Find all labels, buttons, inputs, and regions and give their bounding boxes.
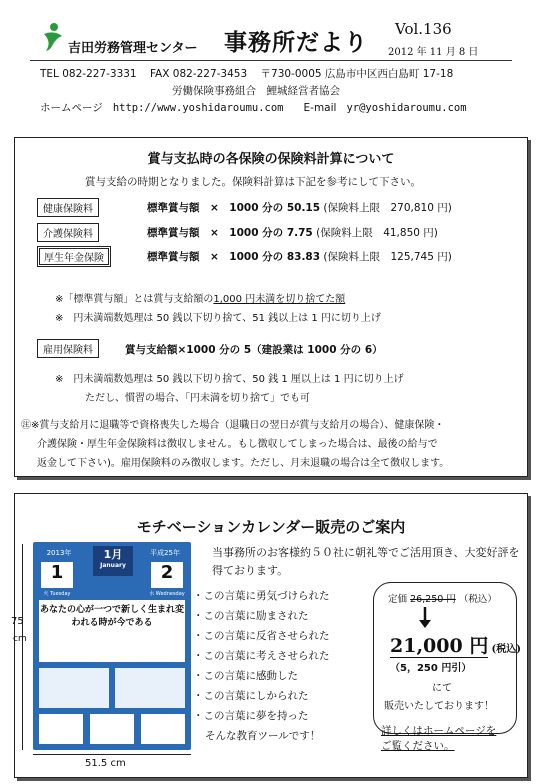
- volume: Vol.136: [395, 20, 452, 38]
- employment-insurance-formula: 賞与支給額×1000 分の 5（建設業は 1000 分の 6）: [125, 344, 383, 356]
- care-insurance-label: 介護保険料: [37, 223, 99, 242]
- homepage-label: ホームページ: [40, 102, 103, 114]
- calendar-month: 1月 January: [93, 546, 133, 576]
- limit: (保険料上限 270,810 円): [323, 202, 452, 214]
- list-price: 定価 26,250 円 （税込）: [388, 594, 497, 605]
- email-label: E-mail: [303, 102, 337, 114]
- limit: (保険料上限 125,745 円): [323, 251, 452, 263]
- height-dimension-value: 75: [11, 616, 24, 627]
- mini-calendar: [90, 714, 134, 744]
- email-link[interactable]: yr@yoshidaroumu.com: [346, 102, 467, 114]
- note-custom: ただし、慣習の場合、「円未満を切り捨て」でも可: [85, 393, 310, 404]
- affiliation: 労働保険事務組合 鯉城経営者協会: [172, 85, 340, 97]
- bullet-item: ・この言葉に反省させられた: [193, 630, 330, 642]
- bullet-item: ・この言葉に励まされた: [193, 610, 309, 622]
- note-rounding-employment: ※ 円未満端数処理は 50 銭以下切り捨て、50 銭 1 厘以上は 1 円に切り上げ: [55, 374, 404, 385]
- bullet-item: ・この言葉に考えさせられた: [193, 650, 330, 662]
- height-dimension-unit: cm: [13, 634, 27, 644]
- health-insurance-label: 健康保険料: [37, 198, 99, 217]
- formula: 標準賞与額 × 1000 分の 50.15: [147, 202, 321, 214]
- formula: 標準賞与額 × 1000 分の 83.83: [147, 251, 321, 263]
- calendar-year: 2013年: [46, 549, 72, 557]
- tel: TEL 082-227-3331: [40, 68, 137, 80]
- header-divider: [30, 60, 512, 61]
- org-name: 吉田労務管理センター: [68, 41, 198, 56]
- formula: 標準賞与額 × 1000 分の 7.75: [147, 227, 313, 239]
- footnote-line: ㊟※賞与支給月に退職等で資格喪失した場合（退職日の翌日が賞与支給月の場合）、健康保険・: [21, 420, 445, 431]
- height-dimension-line: [22, 544, 23, 750]
- calendar-info-panel: [115, 668, 185, 708]
- bullet-item: ・この言葉に感動した: [193, 670, 298, 682]
- sales-intro: 当事務所のお客様約５０社に朝礼等でご活用頂き、大変好評を得ております。: [212, 546, 520, 577]
- section-title: 賞与支払時の各保険の保険料計算について: [147, 152, 395, 167]
- web-line: [40, 100, 467, 115]
- calendar-day1-label: 火 Tuesday: [43, 591, 71, 597]
- closing-text: そんな教育ツールです！: [205, 730, 321, 742]
- bonus-insurance-section: [14, 137, 528, 477]
- issue-date: 2012 年 11 月 8 日: [388, 47, 479, 58]
- price-callout: [373, 582, 521, 734]
- calendar-info-panel: [39, 668, 109, 708]
- width-dimension-value: 51.5 cm: [85, 758, 126, 769]
- contact-line: [40, 66, 453, 81]
- bullet-item: ・この言葉に夢を持った: [193, 710, 309, 722]
- more-info-link[interactable]: 詳しくはホームページを ご覧ください。: [381, 725, 497, 752]
- fax: FAX 082-227-3453: [149, 68, 248, 80]
- pension-insurance-label: 厚生年金保険: [37, 246, 111, 267]
- employment-insurance-label: 雇用保険料: [37, 339, 99, 358]
- limit: (保険料上限 41,850 円): [316, 227, 438, 239]
- note-rounding: ※ 円未満端数処理は 50 銭以下切り捨て、51 銭以上は 1 円に切り上げ: [55, 313, 381, 324]
- sale-price: 21,000 円 (税込): [390, 635, 521, 657]
- width-dimension-line: [33, 754, 191, 755]
- newsletter-title: 事務所だより: [224, 30, 368, 56]
- price-text: 販売いたしております！: [384, 701, 494, 712]
- mini-calendar: [39, 714, 83, 744]
- care-insurance-row: [147, 225, 438, 240]
- footnote-line: 介護保険・厚生年金保険料は徴収しません。もし徴収してしまった場合は、最後の給与で: [37, 439, 438, 450]
- company-logo-icon: [40, 22, 64, 52]
- section-intro: 賞与支給の時期となりました。保険料計算は下記を参考にして下さい。: [85, 176, 421, 188]
- calendar-day2-label: 水 Wednesday: [149, 591, 185, 597]
- arrow-down-icon: [418, 607, 432, 629]
- address: 〒730-0005 広島市中区西白島町 17-18: [260, 68, 454, 80]
- pension-insurance-row: [147, 249, 452, 264]
- calendar-day-1: 1: [41, 562, 73, 588]
- calendar-day-2: 2: [151, 562, 183, 588]
- section-title: モチベーションカレンダー販売のご案内: [136, 518, 406, 536]
- health-insurance-row: [147, 200, 452, 215]
- calendar-image: [33, 542, 191, 750]
- note-standard-bonus: ※「標準賞与額」とは賞与支給額の1,000 円未満を切り捨てた額: [55, 294, 346, 305]
- calendar-era: 平成25年: [150, 549, 180, 557]
- price-text: にて: [432, 683, 452, 694]
- calendar-quote: あなたの心が一つで新しく生まれ変われる時が今である: [39, 600, 185, 662]
- bullet-item: ・この言葉にしかられた: [193, 690, 309, 702]
- calendar-sales-section: [11, 493, 528, 778]
- mini-calendar: [141, 714, 185, 744]
- footnote-line: 返金して下さい)。雇用保険料のみ徴収します。ただし、月末退職の場合は全て徴収します。: [37, 458, 450, 469]
- discount: （5，250 円引）: [390, 663, 472, 674]
- homepage-link[interactable]: http://www.yoshidaroumu.com: [112, 102, 284, 114]
- bullet-item: ・この言葉に勇気づけられた: [193, 590, 330, 602]
